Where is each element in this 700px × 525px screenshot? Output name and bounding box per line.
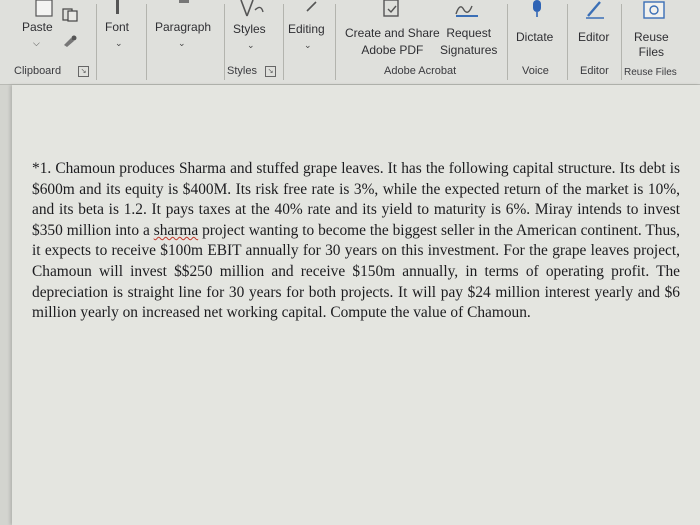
paragraph-text-end: project wanting to become the biggest seller in the American continent. Thus, it expects to receive $100m EBIT annually for 30 years on this investment. For the grape leaves project, Chamoun will invest $$250 million and receive $150m annually, in terms of operating profit. The depreciation is straight line for 30 years for both projects. It will pay $24 million interest yearly and $6 million yearly on increased net working capital. Compute the value of Chamoun. [32, 221, 680, 322]
paste-dropdown-icon[interactable]: ⌵ [33, 38, 40, 48]
format-painter-icon[interactable] [62, 34, 78, 53]
ribbon [0, 0, 700, 85]
paragraph-icon[interactable] [177, 0, 191, 19]
font-button[interactable]: Font [105, 20, 130, 34]
font-dropdown-icon[interactable]: ⌄ [115, 38, 123, 48]
styles-launcher-icon[interactable]: ↘ [265, 66, 276, 77]
question-paragraph[interactable] [32, 159, 680, 324]
reuse-line1: Reuse [634, 30, 669, 44]
editing-group [284, 0, 334, 84]
create-share-pdf-button[interactable] [345, 25, 440, 59]
create-share-line1: Create and Share [345, 26, 440, 40]
misspelled-word[interactable]: sharma [153, 221, 199, 239]
clipboard-group-label: Clipboard [14, 65, 62, 77]
editor-group-label: Editor [580, 65, 609, 77]
reuse-line2: Files [638, 45, 665, 59]
create-pdf-icon[interactable] [382, 0, 404, 23]
editing-dropdown-icon[interactable]: ⌄ [304, 40, 312, 50]
copy-icon[interactable] [62, 8, 80, 27]
styles-group [225, 0, 280, 84]
request-signatures-icon[interactable] [454, 0, 480, 23]
font-group [97, 0, 145, 84]
paragraph-text-start: *1. Chamoun produces Sharma and stuffed grape leaves. It has the following capital structure. Its debt is $600m and its equity is $400M. Its risk free rate is 3%, while the expected return of the market is 10%, and its beta is 1.2. It pays taxes at the 40% rate and its yield to maturity is 6%. Miray intends to invest $350 million into a [32, 160, 680, 239]
editor-button[interactable]: Editor [578, 30, 610, 44]
editing-icon[interactable] [304, 0, 320, 18]
voice-group-label: Voice [522, 65, 549, 77]
request-signatures-button[interactable] [440, 25, 497, 59]
styles-icon[interactable] [237, 0, 265, 23]
editor-group [568, 0, 620, 84]
request-line2: Signatures [440, 43, 498, 57]
reuse-files-group-label: Reuse Files [624, 67, 677, 78]
document-page[interactable] [12, 85, 700, 525]
paragraph-group [147, 0, 219, 84]
reuse-files-group [622, 0, 700, 84]
editing-button[interactable]: Editing [288, 22, 325, 36]
clipboard-group [0, 0, 96, 84]
clipboard-launcher-icon[interactable]: ↘ [78, 66, 89, 77]
font-icon[interactable] [111, 0, 125, 21]
styles-button[interactable]: Styles [233, 22, 266, 36]
reuse-files-button[interactable] [634, 30, 669, 60]
adobe-acrobat-group-label: Adobe Acrobat [384, 65, 457, 77]
request-line1: Request [446, 26, 492, 40]
document-area [0, 85, 700, 525]
paragraph-dropdown-icon[interactable]: ⌄ [178, 38, 186, 48]
microphone-icon[interactable] [530, 0, 544, 23]
dictate-button[interactable]: Dictate [516, 30, 554, 44]
create-share-line2: Adobe PDF [361, 43, 424, 57]
reuse-files-icon[interactable] [642, 0, 666, 25]
editor-pen-icon[interactable] [584, 0, 606, 25]
paragraph-button[interactable]: Paragraph [155, 20, 212, 34]
paste-button[interactable]: Paste [22, 20, 53, 34]
styles-dropdown-icon[interactable]: ⌄ [247, 40, 255, 50]
styles-group-label: Styles [227, 65, 257, 77]
adobe-acrobat-group [336, 0, 506, 84]
voice-group [508, 0, 566, 84]
